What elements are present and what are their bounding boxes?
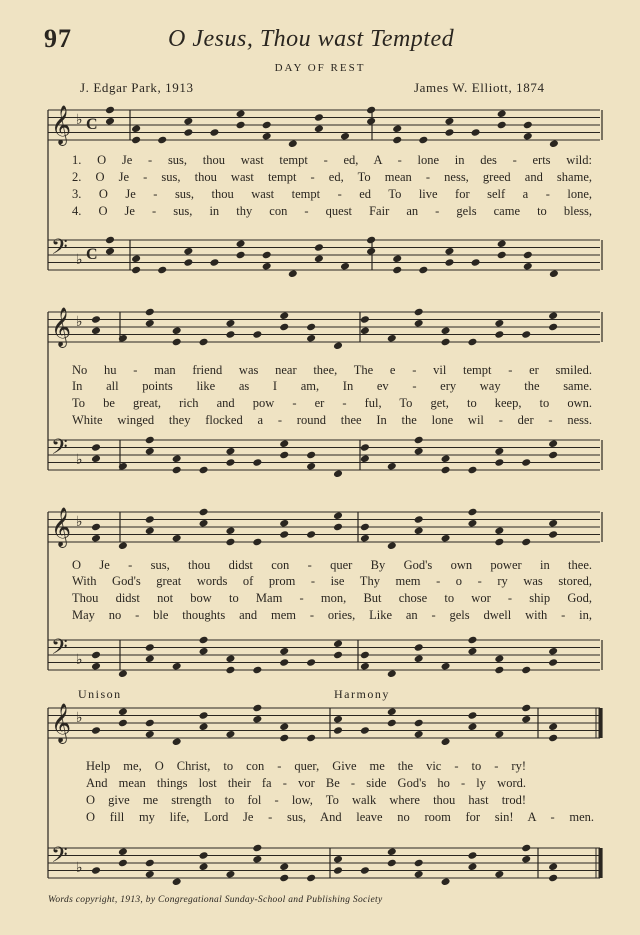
note-head [199, 862, 209, 871]
note-head [131, 266, 141, 275]
flat-sign: ♭ [76, 711, 83, 726]
note-head [471, 128, 481, 137]
note-head [183, 117, 193, 126]
flat-sign: ♭ [76, 113, 83, 128]
lyric-line: White winged they flocked a - round thee In the lone wil - der - ness. [72, 413, 592, 427]
note-head [252, 844, 262, 853]
lyric-line: O give me strength to fol - low, To walk where thou hast trod! [86, 793, 526, 807]
note-head [414, 515, 424, 524]
note-head [467, 636, 477, 645]
note-head [306, 530, 316, 539]
note-head [145, 643, 155, 652]
note-head [523, 251, 533, 260]
note-head [306, 451, 316, 460]
note-head [360, 326, 370, 335]
note-head [199, 711, 209, 720]
note-head [494, 666, 504, 675]
note-head [366, 117, 376, 126]
note-head [467, 466, 477, 475]
note-head [414, 870, 424, 879]
note-head [225, 330, 235, 339]
note-head [387, 707, 397, 716]
note-head [523, 262, 533, 271]
note-head [444, 128, 454, 137]
note-head [441, 534, 451, 543]
note-head [279, 311, 289, 320]
note-head [387, 847, 397, 856]
note-head [91, 866, 101, 875]
note-head [279, 530, 289, 539]
note-head [333, 639, 343, 648]
note-head [549, 139, 559, 148]
note-head [494, 526, 504, 535]
lyric-line: 4. O Je - sus, in thy con - quest Fair an - gels came to bless, [72, 204, 592, 218]
note-head [441, 466, 451, 475]
note-head [199, 519, 209, 528]
note-head [494, 447, 504, 456]
note-head [340, 132, 350, 141]
note-head [366, 247, 376, 256]
note-head [521, 844, 531, 853]
note-head [387, 334, 397, 343]
note-head [199, 722, 209, 731]
note-head [199, 466, 209, 475]
tune-name: DAY OF REST [274, 62, 366, 74]
note-head [279, 323, 289, 332]
note-head [521, 704, 531, 713]
note-head [523, 132, 533, 141]
lyric-line: No hu - man friend was near thee, The e - vil tempt - er smiled. [72, 363, 592, 377]
note-head [444, 247, 454, 256]
time-signature: C [86, 246, 98, 263]
note-head [467, 711, 477, 720]
note-head [131, 124, 141, 133]
note-head [387, 859, 397, 868]
hymn-title: O Jesus, Thou wast Tempted [168, 26, 455, 52]
note-head [172, 662, 182, 671]
note-head [157, 266, 167, 275]
note-head [494, 458, 504, 467]
note-head [252, 330, 262, 339]
note-head [288, 269, 298, 278]
note-head [225, 870, 235, 879]
note-head [279, 647, 289, 656]
note-head [118, 334, 128, 343]
note-head [494, 730, 504, 739]
note-head [414, 308, 424, 317]
note-head [548, 734, 558, 743]
note-head [548, 658, 558, 667]
note-head [418, 136, 428, 145]
lyric-line: 3. O Je - sus, thou wast tempt - ed To live for self a - lone, [72, 187, 592, 201]
note-head [360, 454, 370, 463]
note-head [131, 136, 141, 145]
note-head [441, 326, 451, 335]
note-head [521, 666, 531, 675]
note-head [523, 121, 533, 130]
note-head [209, 258, 219, 267]
note-head [441, 877, 451, 886]
treble-clef: 𝄞 [51, 105, 72, 145]
note-head [279, 439, 289, 448]
flat-sign: ♭ [76, 253, 83, 268]
note-head [360, 523, 370, 532]
note-head [314, 254, 324, 263]
note-head [91, 315, 101, 324]
note-head [225, 666, 235, 675]
note-head [279, 862, 289, 871]
note-head [360, 662, 370, 671]
note-head [225, 730, 235, 739]
note-head [306, 323, 316, 332]
note-head [444, 258, 454, 267]
note-head [548, 722, 558, 731]
note-head [288, 139, 298, 148]
note-head [548, 519, 558, 528]
note-head [467, 338, 477, 347]
note-head [172, 338, 182, 347]
note-head [118, 859, 128, 868]
note-head [145, 308, 155, 317]
note-head [145, 526, 155, 535]
note-head [306, 874, 316, 883]
hymn-number: 97 [44, 24, 72, 53]
note-head [145, 447, 155, 456]
flat-sign: ♭ [76, 515, 83, 530]
note-head [366, 106, 376, 115]
note-head [118, 847, 128, 856]
note-head [279, 658, 289, 667]
note-head [387, 669, 397, 678]
note-head [262, 251, 272, 260]
note-head [497, 239, 507, 248]
note-head [360, 651, 370, 660]
note-head [225, 319, 235, 328]
lyric-line: O Je - sus, thou didst con - quer By God's own power in thee. [72, 558, 592, 572]
note-head [340, 262, 350, 271]
note-head [392, 136, 402, 145]
note-head [262, 262, 272, 271]
note-head [548, 311, 558, 320]
note-head [105, 236, 115, 245]
note-head [467, 519, 477, 528]
note-head [225, 654, 235, 663]
note-head [441, 737, 451, 746]
note-head [236, 239, 246, 248]
note-head [252, 458, 262, 467]
note-head [414, 436, 424, 445]
note-head [414, 643, 424, 652]
note-head [91, 443, 101, 452]
note-head [118, 462, 128, 471]
note-head [414, 319, 424, 328]
note-head [91, 326, 101, 335]
note-head [494, 870, 504, 879]
note-head [306, 462, 316, 471]
note-head [333, 715, 343, 724]
note-head [145, 436, 155, 445]
time-signature: C [86, 116, 98, 133]
note-head [306, 658, 316, 667]
note-head [333, 651, 343, 660]
note-head [225, 538, 235, 547]
note-head [279, 734, 289, 743]
note-head [467, 647, 477, 656]
note-head [471, 258, 481, 267]
note-head [252, 666, 262, 675]
note-head [91, 523, 101, 532]
note-head [199, 338, 209, 347]
bass-clef: 𝄢 [51, 635, 68, 665]
note-head [91, 454, 101, 463]
note-head [333, 523, 343, 532]
note-head [548, 647, 558, 656]
note-head [387, 719, 397, 728]
lyric-line: O fill my life, Lord Je - sus, And leave no room for sin! A - men. [86, 810, 594, 824]
note-head [262, 121, 272, 130]
note-head [91, 534, 101, 543]
note-head [333, 855, 343, 864]
note-head [172, 737, 182, 746]
note-head [279, 722, 289, 731]
note-head [333, 511, 343, 520]
note-head [145, 515, 155, 524]
note-head [172, 877, 182, 886]
note-head [91, 651, 101, 660]
lyric-line: And mean things lost their fa - vor Be - side God's ho - ly word. [86, 776, 526, 790]
note-head [252, 538, 262, 547]
note-head [91, 662, 101, 671]
note-head [467, 862, 477, 871]
note-head [548, 874, 558, 883]
unison-label: Unison [78, 687, 122, 701]
composer-credit: James W. Elliott, 1874 [414, 80, 545, 95]
note-head [172, 466, 182, 475]
lyric-line: To be great, rich and pow - er - ful, To get, to keep, to own. [72, 396, 592, 410]
bass-clef: 𝄢 [51, 235, 68, 265]
lyric-line: In all points like as I am, In ev - ery way the same. [72, 379, 592, 393]
treble-clef: 𝄞 [51, 507, 72, 547]
note-head [333, 341, 343, 350]
note-head [441, 338, 451, 347]
note-head [236, 109, 246, 118]
treble-clef: 𝄞 [51, 703, 72, 743]
note-head [418, 266, 428, 275]
note-head [236, 121, 246, 130]
lyric-line: With God's great words of prom - ise Thy mem - o - ry was stored, [72, 574, 592, 588]
copyright-footer: Words copyright, 1913, by Congregational Sunday-School and Publishing Society [48, 895, 383, 905]
lyric-line: Help me, O Christ, to con - quer, Give me the vic - to - ry! [86, 759, 526, 773]
note-head [118, 669, 128, 678]
note-head [157, 136, 167, 145]
note-head [199, 508, 209, 517]
lyric-line: 1. O Je - sus, thou wast tempt - ed, A - lone in des - erts wild: [72, 153, 592, 167]
note-head [172, 326, 182, 335]
note-head [414, 526, 424, 535]
note-head [145, 730, 155, 739]
note-head [333, 866, 343, 875]
bass-clef: 𝄢 [51, 435, 68, 465]
note-head [467, 851, 477, 860]
note-head [414, 719, 424, 728]
note-head [172, 454, 182, 463]
note-head [105, 117, 115, 126]
note-head [105, 247, 115, 256]
note-head [105, 106, 115, 115]
note-head [494, 319, 504, 328]
note-head [521, 538, 531, 547]
note-head [414, 859, 424, 868]
note-head [145, 719, 155, 728]
note-head [199, 636, 209, 645]
flat-sign: ♭ [76, 861, 83, 876]
note-head [145, 870, 155, 879]
note-head [549, 269, 559, 278]
note-head [131, 254, 141, 263]
note-head [387, 462, 397, 471]
note-head [314, 113, 324, 122]
note-head [548, 323, 558, 332]
note-head [387, 541, 397, 550]
note-head [199, 851, 209, 860]
note-head [252, 704, 262, 713]
note-head [441, 662, 451, 671]
note-head [360, 534, 370, 543]
note-head [314, 124, 324, 133]
note-head [225, 447, 235, 456]
note-head [145, 319, 155, 328]
note-head [252, 715, 262, 724]
note-head [333, 469, 343, 478]
note-head [467, 508, 477, 517]
note-head [306, 734, 316, 743]
lyric-line: Thou didst not bow to Mam - mon, But chose to wor - ship God, [72, 591, 592, 605]
note-head [360, 726, 370, 735]
note-head [225, 526, 235, 535]
note-head [172, 534, 182, 543]
note-head [366, 236, 376, 245]
note-head [183, 247, 193, 256]
note-head [118, 541, 128, 550]
note-head [548, 451, 558, 460]
note-head [199, 647, 209, 656]
treble-clef: 𝄞 [51, 307, 72, 347]
note-head [548, 439, 558, 448]
note-head [91, 726, 101, 735]
note-head [236, 251, 246, 260]
author-credit: J. Edgar Park, 1913 [80, 80, 194, 95]
lyric-line: 2. O Je - sus, thou wast tempt - ed, To mean - ness, greed and shame, [72, 170, 592, 184]
note-head [414, 654, 424, 663]
note-head [467, 722, 477, 731]
note-head [183, 128, 193, 137]
note-head [494, 654, 504, 663]
lyric-line: May no - ble thoughts and mem - ories, Like an - gels dwell with - in, [72, 608, 592, 622]
flat-sign: ♭ [76, 453, 83, 468]
note-head [441, 454, 451, 463]
note-head [392, 124, 402, 133]
note-head [252, 855, 262, 864]
note-head [414, 447, 424, 456]
note-head [333, 726, 343, 735]
note-head [392, 266, 402, 275]
note-head [548, 862, 558, 871]
note-head [360, 866, 370, 875]
note-head [225, 458, 235, 467]
note-head [548, 530, 558, 539]
note-head [521, 715, 531, 724]
note-head [279, 874, 289, 883]
note-head [497, 109, 507, 118]
note-head [145, 859, 155, 868]
note-head [392, 254, 402, 263]
note-head [183, 258, 193, 267]
note-head [494, 330, 504, 339]
bass-clef: 𝄢 [51, 843, 68, 873]
note-head [279, 451, 289, 460]
note-head [209, 128, 219, 137]
flat-sign: ♭ [76, 653, 83, 668]
note-head [521, 330, 531, 339]
note-head [444, 117, 454, 126]
note-head [360, 315, 370, 324]
note-head [145, 654, 155, 663]
note-head [521, 458, 531, 467]
note-head [306, 334, 316, 343]
flat-sign: ♭ [76, 315, 83, 330]
note-head [497, 121, 507, 130]
note-head [118, 719, 128, 728]
harmony-label: Harmony [334, 687, 390, 701]
note-head [262, 132, 272, 141]
note-head [118, 707, 128, 716]
note-head [497, 251, 507, 260]
note-head [360, 443, 370, 452]
note-head [314, 243, 324, 252]
note-head [279, 519, 289, 528]
note-head [414, 730, 424, 739]
note-head [521, 855, 531, 864]
note-head [494, 538, 504, 547]
